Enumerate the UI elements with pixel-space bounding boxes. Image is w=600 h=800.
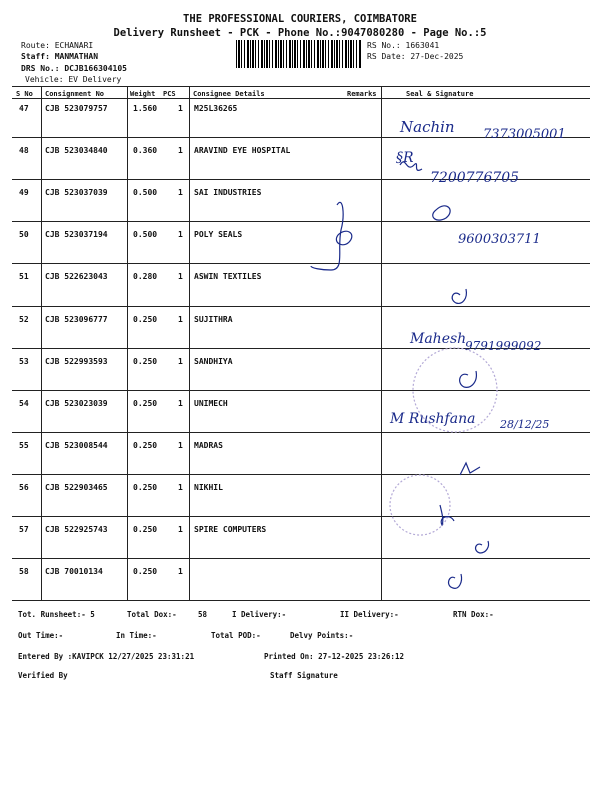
row-consignee: NIKHIL — [194, 482, 223, 492]
signature-text: M Rushfana — [390, 411, 476, 427]
row-sno: 48 — [19, 146, 29, 156]
row-consignment: CJB 522925743 — [45, 525, 108, 534]
phone-handwritten: 9600303711 — [458, 232, 541, 247]
signature-mark — [460, 371, 477, 387]
row-weight: 0.250 — [133, 314, 158, 324]
row-consignment: CJB 522993593 — [45, 356, 108, 366]
signature-mark — [449, 574, 462, 588]
row-consignment: CJB 523037039 — [45, 188, 108, 198]
staff-signature: Staff Signature — [270, 671, 338, 680]
row-weight: 0.250 — [133, 482, 158, 492]
row-sno: 56 — [19, 482, 29, 492]
total-dox-value: 58 — [198, 610, 208, 619]
row-pcs: 1 — [178, 230, 183, 240]
tot-runsheet: Tot. Runsheet:- 5 — [18, 610, 95, 619]
row-sno: 57 — [19, 525, 29, 534]
row-weight: 0.250 — [133, 440, 158, 450]
row-sno: 52 — [19, 314, 29, 324]
row-consignee: SANDHIYA — [194, 356, 233, 366]
signature-mark — [476, 541, 489, 553]
row-sno: 51 — [19, 272, 29, 282]
row-sno: 53 — [19, 356, 29, 366]
row-weight: 0.250 — [133, 356, 158, 366]
row-consignee: M25L36265 — [194, 104, 238, 113]
row-consignment: CJB 523008544 — [45, 440, 108, 450]
row-consignee: POLY SEALS — [194, 230, 243, 240]
row-consignee: ARAVIND EYE HOSPITAL — [194, 146, 291, 156]
row-weight: 0.280 — [133, 272, 158, 282]
row-sno: 58 — [19, 567, 29, 577]
delvy-points: Delvy Points:- — [290, 631, 354, 640]
ii-delivery: II Delivery:- — [340, 610, 399, 619]
row-sno: 49 — [19, 188, 29, 198]
row-weight: 0.500 — [133, 188, 158, 198]
row-consignment: CJB 523023039 — [45, 398, 108, 408]
col-header-consignment: Consignment No — [45, 90, 105, 98]
row-consignee: SUJITHRA — [194, 314, 233, 324]
verified-by: Verified By — [18, 671, 68, 680]
route-label: Route: ECHANARI — [21, 41, 94, 50]
signature-mark — [433, 206, 450, 220]
printed-on: Printed On: 27-12-2025 23:26:12 — [264, 652, 404, 661]
signature-mark — [452, 289, 466, 303]
col-header-weight: Weight — [130, 90, 156, 98]
row-pcs: 1 — [178, 146, 183, 156]
row-pcs: 1 — [178, 356, 183, 366]
row-consignee: SAI INDUSTRIES — [194, 188, 262, 198]
stamp-icon — [390, 475, 450, 535]
rs-number: RS No.: 1663041 — [367, 41, 440, 50]
row-consignee: UNIMECH — [194, 398, 228, 408]
staff-label: Staff: MANMATHAN — [21, 52, 99, 61]
signature-text: Mahesh — [410, 331, 467, 347]
row-sno: 50 — [19, 230, 29, 240]
row-weight: 0.360 — [133, 146, 158, 156]
row-pcs: 1 — [178, 104, 183, 113]
row-pcs: 1 — [178, 525, 183, 534]
row-sno: 54 — [19, 398, 29, 408]
signature-mark — [311, 202, 343, 270]
row-sno: 55 — [19, 440, 29, 450]
col-header-consignee: Consignee Details — [193, 90, 265, 98]
runsheet-subtitle: Delivery Runsheet - PCK - Phone No.:9047080280 - Page No.:5 — [113, 27, 487, 39]
row-sno: 47 — [19, 104, 29, 113]
row-weight: 0.500 — [133, 230, 158, 240]
row-consignment: CJB 523079757 — [45, 104, 108, 113]
total-pod: Total POD:- — [211, 631, 261, 640]
row-pcs: 1 — [178, 188, 183, 198]
row-consignment: CJB 522903465 — [45, 482, 108, 492]
signature-text: §R — [396, 150, 414, 166]
row-pcs: 1 — [178, 482, 183, 492]
total-dox-label: Total Dox:- — [127, 610, 177, 619]
row-consignment: CJB 522623043 — [45, 272, 108, 282]
phone-handwritten: 7200776705 — [430, 170, 520, 186]
row-consignment: CJB 70010134 — [45, 567, 103, 577]
signature-mark — [440, 505, 454, 525]
row-pcs: 1 — [178, 314, 183, 324]
row-pcs: 1 — [178, 272, 183, 282]
row-consignment: CJB 523096777 — [45, 314, 108, 324]
col-header-sno: S No — [16, 90, 33, 98]
col-header-pcs: PCS — [163, 90, 176, 98]
row-weight: 0.250 — [133, 567, 158, 577]
rtn-dox: RTN Dox:- — [453, 610, 494, 619]
row-consignee: SPIRE COMPUTERS — [194, 525, 267, 534]
i-delivery: I Delivery:- — [232, 610, 287, 619]
rs-date: RS Date: 27-Dec-2025 — [367, 52, 464, 61]
row-weight: 0.250 — [133, 525, 158, 534]
phone-handwritten: 7373005001 — [483, 127, 566, 142]
col-header-seal: Seal & Signature — [406, 90, 474, 98]
signature-mark — [460, 463, 480, 475]
row-consignee: ASWIN TEXTILES — [194, 272, 262, 282]
signature-text: Nachin — [400, 118, 455, 136]
row-pcs: 1 — [178, 567, 183, 577]
row-consignee: MADRAS — [194, 440, 223, 450]
drs-label: DRS No.: DCJB166304105 — [21, 64, 127, 73]
out-time: Out Time:- — [18, 631, 64, 640]
company-title: THE PROFESSIONAL COURIERS, COIMBATORE — [183, 13, 417, 25]
row-weight: 0.250 — [133, 398, 158, 408]
row-pcs: 1 — [178, 398, 183, 408]
phone-handwritten: 9791999092 — [465, 339, 542, 353]
row-weight: 1.560 — [133, 104, 158, 113]
in-time: In Time:- — [116, 631, 157, 640]
row-consignment: CJB 523034840 — [45, 146, 108, 156]
entered-by: Entered By :KAVIPCK 12/27/2025 23:31:21 — [18, 652, 195, 661]
date-handwritten: 28/12/25 — [500, 418, 550, 431]
signature-mark — [336, 231, 351, 245]
vehicle-label: Vehicle: EV Delivery — [25, 75, 122, 84]
col-header-remarks: Remarks — [347, 90, 377, 98]
row-pcs: 1 — [178, 440, 183, 450]
row-consignment: CJB 523037194 — [45, 230, 108, 240]
